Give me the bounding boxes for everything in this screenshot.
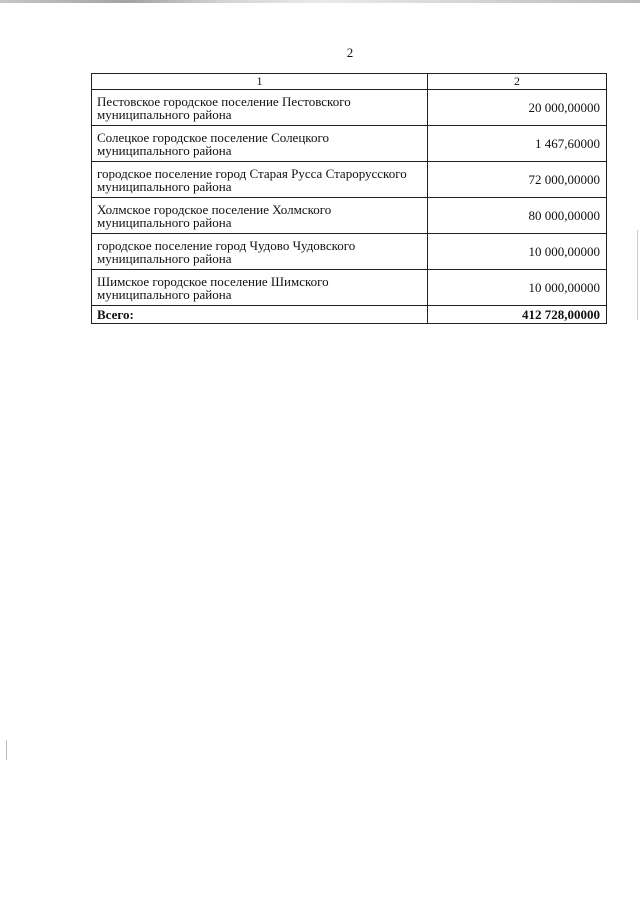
total-label: Всего: <box>92 306 428 324</box>
column-header-2: 2 <box>428 74 607 90</box>
settlement-name: городское поселение город Старая Русса Старорусского муниципального района <box>92 162 428 198</box>
table-header-row <box>92 74 607 90</box>
table-row <box>92 162 607 198</box>
column-header-1: 1 <box>92 74 428 90</box>
table-row <box>92 198 607 234</box>
settlement-name: городское поселение город Чудово Чудовского муниципального района <box>92 234 428 270</box>
allocation-amount: 72 000,00000 <box>428 162 607 198</box>
page-number: 2 <box>346 45 354 60</box>
table-row <box>92 126 607 162</box>
allocation-amount: 10 000,00000 <box>428 234 607 270</box>
table-row <box>92 234 607 270</box>
allocation-amount: 80 000,00000 <box>428 198 607 234</box>
table-row <box>92 270 607 306</box>
scan-edge-artifact <box>0 0 640 3</box>
allocation-amount: 1 467,60000 <box>428 126 607 162</box>
total-amount: 412 728,00000 <box>428 306 607 324</box>
settlement-name: Солецкое городское поселение Солецкого муниципального района <box>92 126 428 162</box>
total-row <box>92 306 607 324</box>
scan-margin-mark <box>6 740 7 760</box>
allocation-amount: 20 000,00000 <box>428 90 607 126</box>
allocation-amount: 10 000,00000 <box>428 270 607 306</box>
settlement-name: Пестовское городское поселение Пестовского муниципального района <box>92 90 428 126</box>
settlement-name: Шимское городское поселение Шимского муниципального района <box>92 270 428 306</box>
scan-edge-artifact-right <box>637 230 638 320</box>
table-row <box>92 90 607 126</box>
settlement-name: Холмское городское поселение Холмского муниципального района <box>92 198 428 234</box>
budget-allocation-table <box>91 73 607 324</box>
